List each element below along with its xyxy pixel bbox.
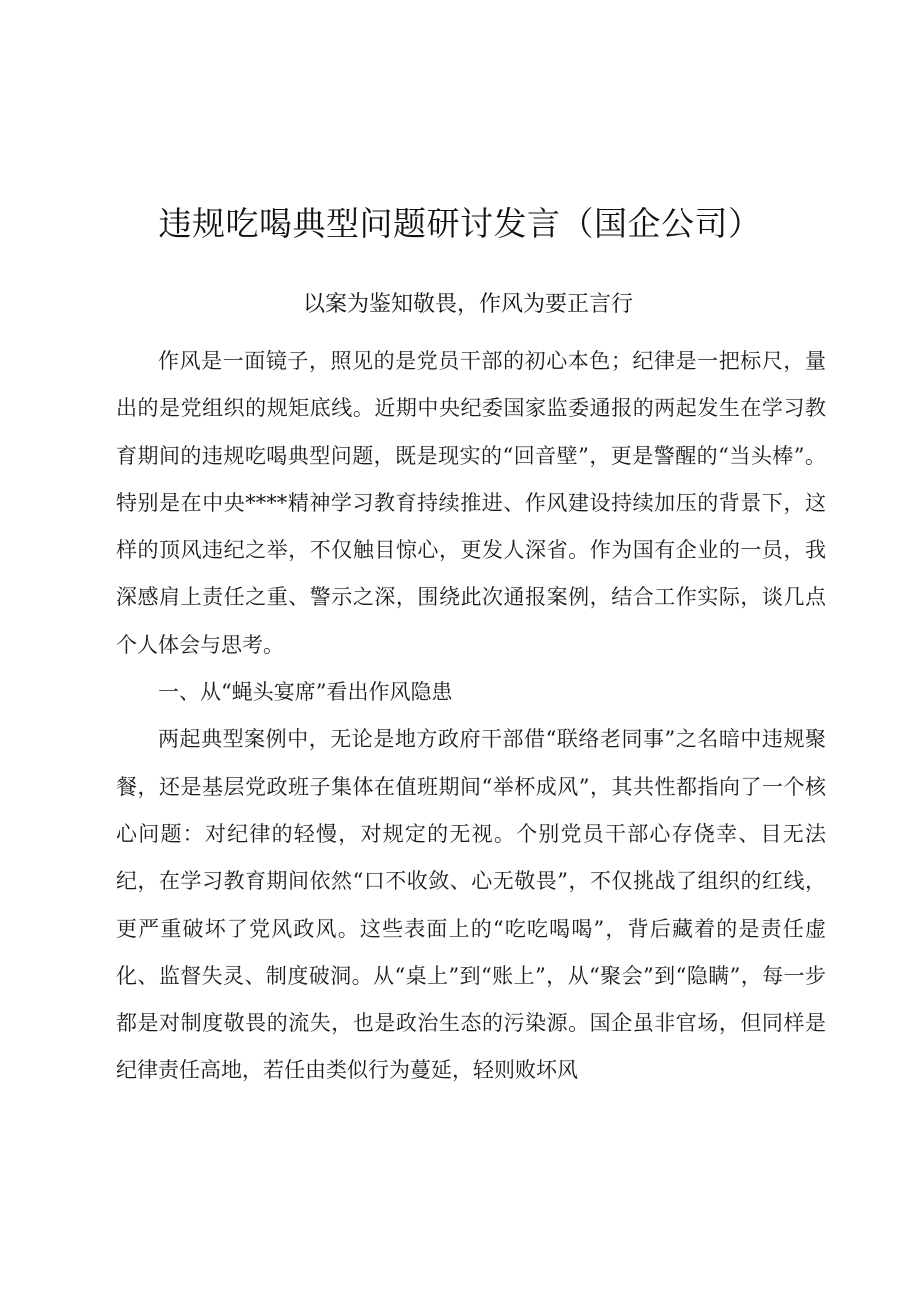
document-title: 违规吃喝典型问题研讨发言（国企公司）: [158, 204, 762, 243]
intro-paragraph: 作风是一面镜子，照见的是党员干部的初心本色；纪律是一把标尺，量出的是党组织的规矩底线。近期中央纪委国家监委通报的两起发生在学习教育期间的违规吃喝典型问题，既是现实的“回音壁”，更是警醒的“当头棒”。特别是在中央****精神学习教育持续推进、作风建设持续加压的背景下，这样的顶风违纪之举，不仅触目惊心，更发人深省。作为国有企业的一员，我深感肩上责任之重、警示之深，围绕此次通报案例，结合工作实际，谈几点个人体会与思考。: [116, 349, 826, 657]
section-heading: 一、从“蝇头宴席”看出作风隐患: [158, 680, 453, 705]
section-paragraph: 两起典型案例中，无论是地方政府干部借“联络老同事”之名暗中违规聚餐，还是基层党政班子集体在值班期间“举杯成风”，其共性都指向了一个核心问题：对纪律的轻慢，对规定的无视。个别党员干部心存侥幸、目无法纪，在学习教育期间依然“口不收敛、心无敬畏”，不仅挑战了组织的红线，更严重破坏了党风政风。这些表面上的“吃吃喝喝”，背后藏着的是责任虚化、监督失灵、制度破洞。从“桌上”到“账上”，从“聚会”到“隐瞒”，每一步都是对制度敬畏的流失，也是政治生态的污染源。国企虽非官场，但同样是纪律责任高地，若任由类似行为蔓延，轻则败坏风: [116, 727, 826, 1083]
document-subtitle: 以案为鉴知敬畏，作风为要正言行: [302, 292, 633, 317]
document-body: [116, 338, 826, 1095]
